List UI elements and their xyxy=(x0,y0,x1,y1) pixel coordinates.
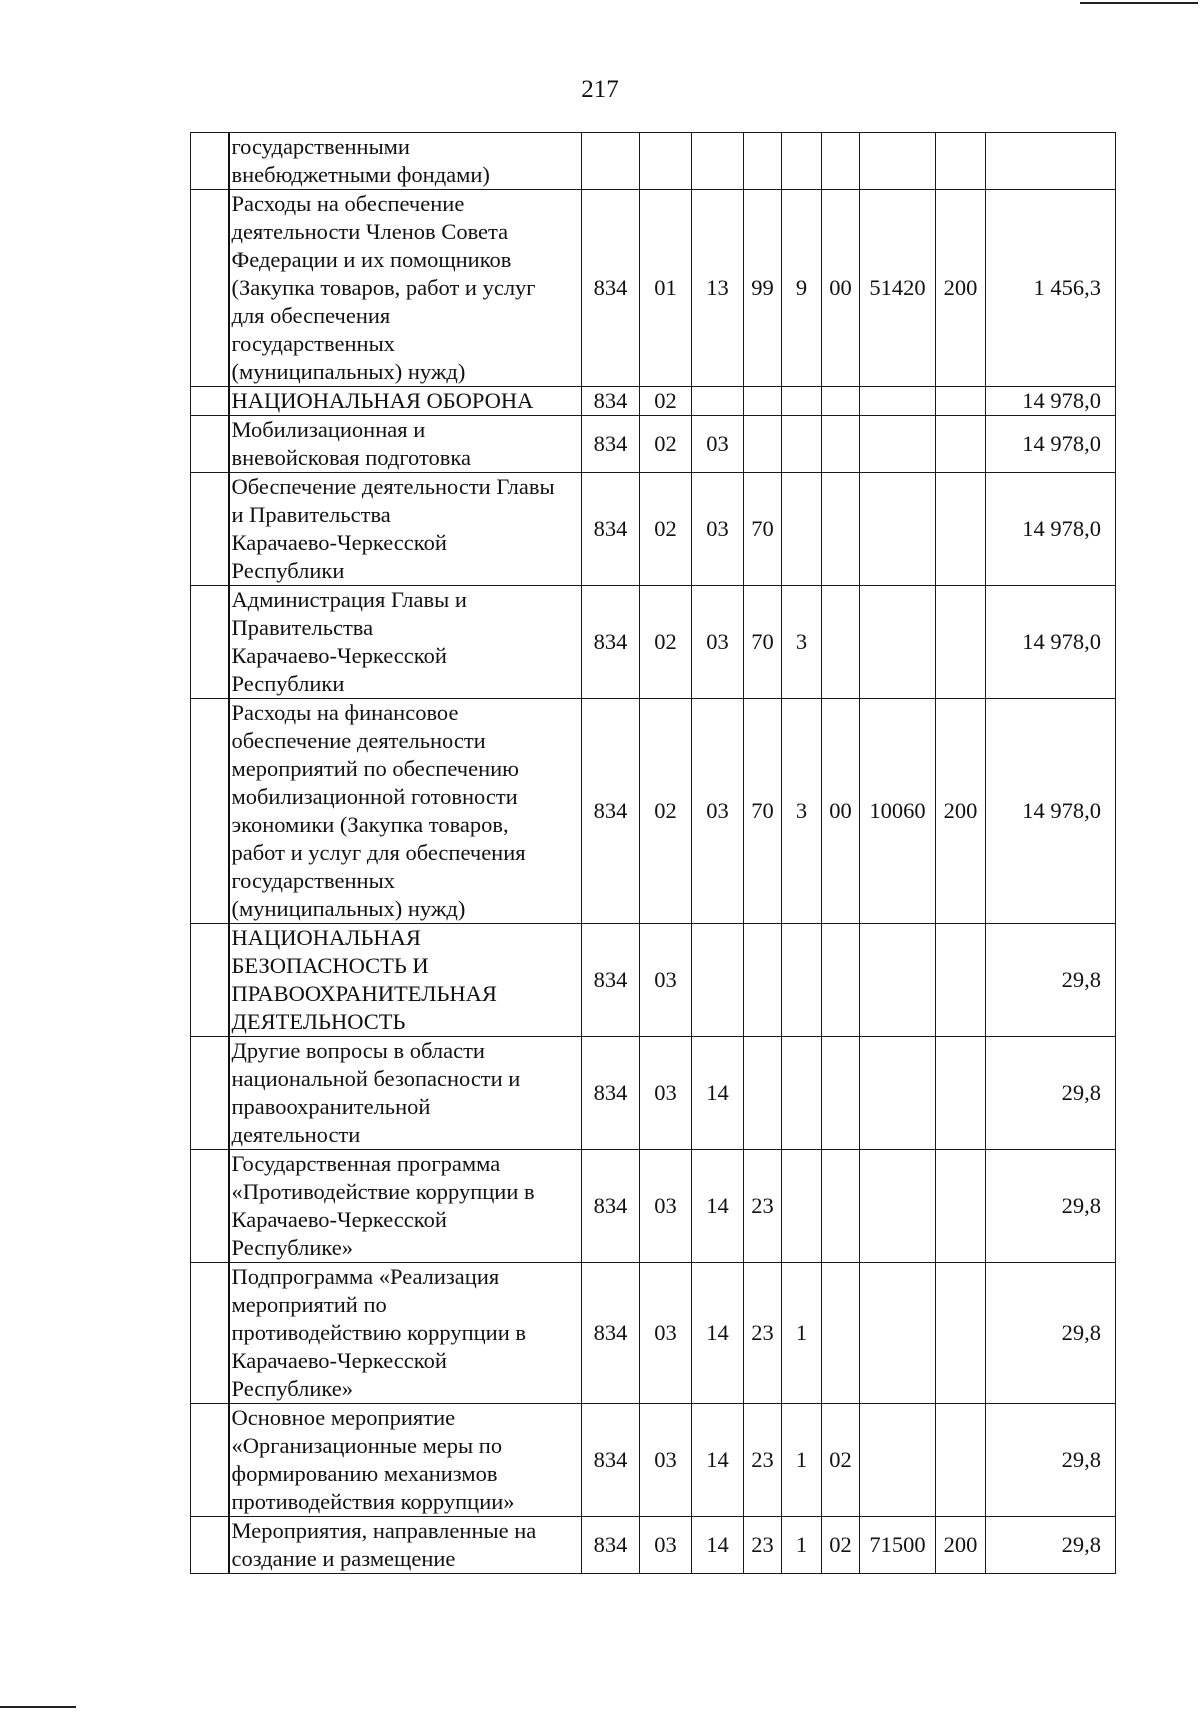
program-code-cell: 23 xyxy=(744,1517,782,1574)
table-row xyxy=(191,190,1116,387)
ministry-code-cell: 834 xyxy=(582,1037,640,1150)
subsection-code-cell: 14 xyxy=(692,1263,744,1404)
subprogram-code-cell: 3 xyxy=(782,699,822,924)
expense-type-code-cell xyxy=(936,1263,986,1404)
item-name-cell: Подпрограмма «Реализация мероприятий по противодействию коррупции в Карачаево-Черкесской Республике» xyxy=(229,1263,582,1404)
expense-type-code-cell xyxy=(936,1150,986,1263)
table-row xyxy=(191,1404,1116,1517)
event-code-cell: 00 xyxy=(822,190,860,387)
expense-type-code-cell xyxy=(936,473,986,586)
section-code-cell: 03 xyxy=(640,1150,692,1263)
expense-type-code-cell: 200 xyxy=(936,190,986,387)
subsection-code-cell xyxy=(692,387,744,416)
section-code-cell: 03 xyxy=(640,924,692,1037)
subsection-code-cell: 14 xyxy=(692,1150,744,1263)
item-name-cell: Мероприятия, направленные на создание и размещение xyxy=(229,1517,582,1574)
item-name-cell: НАЦИОНАЛЬНАЯ БЕЗОПАСНОСТЬ И ПРАВООХРАНИТЕЛЬНАЯ ДЕЯТЕЛЬНОСТЬ xyxy=(229,924,582,1037)
amount-cell: 14 978,0 xyxy=(986,387,1116,416)
amount-cell: 14 978,0 xyxy=(986,699,1116,924)
subsection-code-cell: 03 xyxy=(692,586,744,699)
direction-code-cell xyxy=(860,416,936,473)
event-code-cell xyxy=(822,586,860,699)
row-number-cell xyxy=(191,1517,229,1574)
item-name-cell: Основное мероприятие «Организационные меры по формированию механизмов противодействия коррупции» xyxy=(229,1404,582,1517)
subprogram-code-cell: 1 xyxy=(782,1517,822,1574)
section-code-cell: 02 xyxy=(640,699,692,924)
program-code-cell: 70 xyxy=(744,586,782,699)
ministry-code-cell: 834 xyxy=(582,1404,640,1517)
event-code-cell xyxy=(822,1263,860,1404)
table-row xyxy=(191,586,1116,699)
row-number-cell xyxy=(191,1150,229,1263)
subprogram-code-cell xyxy=(782,133,822,190)
row-number-cell xyxy=(191,133,229,190)
item-name-cell: государственными внебюджетными фондами) xyxy=(229,133,582,190)
direction-code-cell xyxy=(860,1404,936,1517)
subsection-code-cell: 03 xyxy=(692,416,744,473)
row-number-cell xyxy=(191,586,229,699)
direction-code-cell: 10060 xyxy=(860,699,936,924)
expense-type-code-cell xyxy=(936,387,986,416)
event-code-cell xyxy=(822,387,860,416)
item-name-cell: Расходы на финансовое обеспечение деятельности мероприятий по обеспечению мобилизационной готовности экономики (Закупка товаров, работ и услуг для обеспечения государственных (муниципальных) нужд) xyxy=(229,699,582,924)
expense-type-code-cell xyxy=(936,1404,986,1517)
section-code-cell: 02 xyxy=(640,586,692,699)
section-code-cell: 02 xyxy=(640,473,692,586)
amount-cell: 14 978,0 xyxy=(986,473,1116,586)
subsection-code-cell xyxy=(692,133,744,190)
program-code-cell: 99 xyxy=(744,190,782,387)
budget-table-body xyxy=(191,133,1116,1574)
amount-cell: 29,8 xyxy=(986,1037,1116,1150)
table-row xyxy=(191,1517,1116,1574)
amount-cell: 14 978,0 xyxy=(986,416,1116,473)
subprogram-code-cell xyxy=(782,1150,822,1263)
program-code-cell: 23 xyxy=(744,1404,782,1517)
row-number-cell xyxy=(191,473,229,586)
subprogram-code-cell xyxy=(782,924,822,1037)
section-code-cell: 03 xyxy=(640,1263,692,1404)
event-code-cell xyxy=(822,473,860,586)
subprogram-code-cell: 1 xyxy=(782,1404,822,1517)
amount-cell: 29,8 xyxy=(986,1150,1116,1263)
subsection-code-cell: 14 xyxy=(692,1404,744,1517)
subsection-code-cell: 03 xyxy=(692,473,744,586)
section-code-cell: 03 xyxy=(640,1037,692,1150)
program-code-cell: 23 xyxy=(744,1263,782,1404)
amount-cell: 29,8 xyxy=(986,1517,1116,1574)
program-code-cell xyxy=(744,416,782,473)
section-code-cell xyxy=(640,133,692,190)
row-number-cell xyxy=(191,190,229,387)
row-number-cell xyxy=(191,1037,229,1150)
subsection-code-cell: 13 xyxy=(692,190,744,387)
subsection-code-cell: 03 xyxy=(692,699,744,924)
event-code-cell xyxy=(822,1037,860,1150)
row-number-cell xyxy=(191,416,229,473)
direction-code-cell xyxy=(860,924,936,1037)
program-code-cell: 23 xyxy=(744,1150,782,1263)
direction-code-cell xyxy=(860,586,936,699)
expense-type-code-cell xyxy=(936,133,986,190)
expense-type-code-cell xyxy=(936,586,986,699)
expense-type-code-cell xyxy=(936,924,986,1037)
program-code-cell xyxy=(744,387,782,416)
expense-type-code-cell xyxy=(936,416,986,473)
event-code-cell: 02 xyxy=(822,1517,860,1574)
direction-code-cell xyxy=(860,1037,936,1150)
amount-cell: 29,8 xyxy=(986,1404,1116,1517)
expense-type-code-cell: 200 xyxy=(936,1517,986,1574)
subprogram-code-cell: 1 xyxy=(782,1263,822,1404)
direction-code-cell xyxy=(860,1263,936,1404)
subprogram-code-cell xyxy=(782,1037,822,1150)
ministry-code-cell: 834 xyxy=(582,473,640,586)
item-name-cell: Администрация Главы и Правительства Карачаево-Черкесской Республики xyxy=(229,586,582,699)
ministry-code-cell: 834 xyxy=(582,586,640,699)
subprogram-code-cell xyxy=(782,473,822,586)
bottom-edge-rule xyxy=(0,1706,76,1708)
subprogram-code-cell xyxy=(782,416,822,473)
direction-code-cell xyxy=(860,473,936,586)
program-code-cell xyxy=(744,133,782,190)
page-number: 217 xyxy=(581,76,619,103)
subsection-code-cell: 14 xyxy=(692,1037,744,1150)
section-code-cell: 03 xyxy=(640,1517,692,1574)
direction-code-cell xyxy=(860,1150,936,1263)
table-row xyxy=(191,699,1116,924)
program-code-cell xyxy=(744,1037,782,1150)
direction-code-cell: 71500 xyxy=(860,1517,936,1574)
item-name-cell: НАЦИОНАЛЬНАЯ ОБОРОНА xyxy=(229,387,582,416)
ministry-code-cell: 834 xyxy=(582,190,640,387)
event-code-cell xyxy=(822,133,860,190)
program-code-cell: 70 xyxy=(744,473,782,586)
direction-code-cell xyxy=(860,133,936,190)
ministry-code-cell xyxy=(582,133,640,190)
subprogram-code-cell: 9 xyxy=(782,190,822,387)
row-number-cell xyxy=(191,1263,229,1404)
item-name-cell: Обеспечение деятельности Главы и Правительства Карачаево-Черкесской Республики xyxy=(229,473,582,586)
table-row xyxy=(191,133,1116,190)
item-name-cell: Мобилизационная и вневойсковая подготовка xyxy=(229,416,582,473)
ministry-code-cell: 834 xyxy=(582,924,640,1037)
section-code-cell: 03 xyxy=(640,1404,692,1517)
table-row xyxy=(191,1263,1116,1404)
table-row xyxy=(191,924,1116,1037)
top-edge-rule xyxy=(1080,2,1198,4)
amount-cell xyxy=(986,133,1116,190)
row-number-cell xyxy=(191,1404,229,1517)
item-name-cell: Государственная программа «Противодействие коррупции в Карачаево-Черкесской Республике» xyxy=(229,1150,582,1263)
subprogram-code-cell xyxy=(782,387,822,416)
direction-code-cell: 51420 xyxy=(860,190,936,387)
table-row xyxy=(191,473,1116,586)
item-name-cell: Другие вопросы в области национальной безопасности и правоохранительной деятельности xyxy=(229,1037,582,1150)
table-row xyxy=(191,387,1116,416)
item-name-cell: Расходы на обеспечение деятельности Членов Совета Федерации и их помощников (Закупка товаров, работ и услуг для обеспечения государственных (муниципальных) нужд) xyxy=(229,190,582,387)
ministry-code-cell: 834 xyxy=(582,416,640,473)
amount-cell: 1 456,3 xyxy=(986,190,1116,387)
row-number-cell xyxy=(191,699,229,924)
ministry-code-cell: 834 xyxy=(582,387,640,416)
row-number-cell xyxy=(191,387,229,416)
event-code-cell: 02 xyxy=(822,1404,860,1517)
expense-type-code-cell xyxy=(936,1037,986,1150)
row-number-cell xyxy=(191,924,229,1037)
section-code-cell: 02 xyxy=(640,387,692,416)
ministry-code-cell: 834 xyxy=(582,1263,640,1404)
budget-table xyxy=(190,132,1116,1574)
section-code-cell: 02 xyxy=(640,416,692,473)
ministry-code-cell: 834 xyxy=(582,1517,640,1574)
program-code-cell xyxy=(744,924,782,1037)
table-row xyxy=(191,1037,1116,1150)
ministry-code-cell: 834 xyxy=(582,1150,640,1263)
subsection-code-cell xyxy=(692,924,744,1037)
ministry-code-cell: 834 xyxy=(582,699,640,924)
amount-cell: 29,8 xyxy=(986,924,1116,1037)
amount-cell: 29,8 xyxy=(986,1263,1116,1404)
event-code-cell xyxy=(822,1150,860,1263)
subsection-code-cell: 14 xyxy=(692,1517,744,1574)
event-code-cell xyxy=(822,924,860,1037)
subprogram-code-cell: 3 xyxy=(782,586,822,699)
section-code-cell: 01 xyxy=(640,190,692,387)
amount-cell: 14 978,0 xyxy=(986,586,1116,699)
table-row xyxy=(191,1150,1116,1263)
program-code-cell: 70 xyxy=(744,699,782,924)
expense-type-code-cell: 200 xyxy=(936,699,986,924)
table-row xyxy=(191,416,1116,473)
direction-code-cell xyxy=(860,387,936,416)
event-code-cell xyxy=(822,416,860,473)
event-code-cell: 00 xyxy=(822,699,860,924)
